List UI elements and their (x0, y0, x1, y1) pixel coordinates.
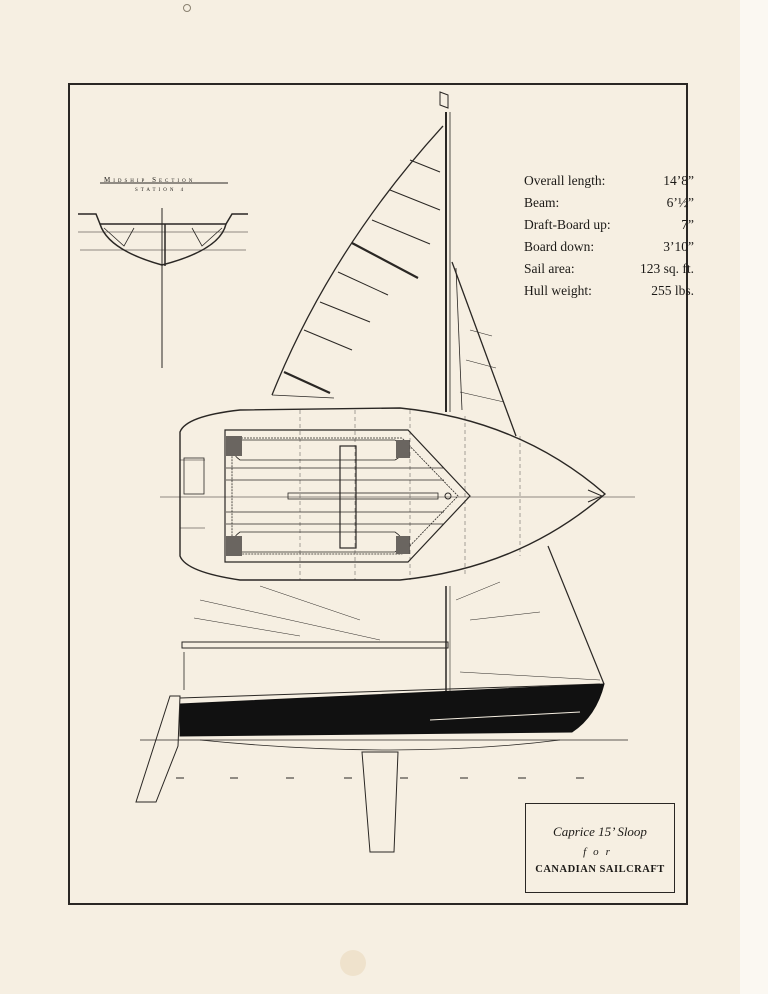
deck-plan-drawing (160, 408, 635, 580)
midship-section-subtitle: STATION 4 (135, 188, 187, 193)
title-for: for (583, 846, 617, 858)
title-boat-name: Caprice 15’ Sloop (553, 824, 647, 839)
spec-label: Draft-Board up: (524, 217, 611, 232)
spec-value: 123 sq. ft. (640, 261, 694, 276)
spec-value: 14’8” (663, 173, 694, 188)
sail-plan-drawing (272, 92, 516, 436)
spec-row (524, 170, 694, 192)
title-block (525, 803, 675, 893)
title-company: CANADIAN SAILCRAFT (535, 864, 665, 875)
spec-row (524, 236, 694, 258)
spec-label: Hull weight: (524, 283, 592, 298)
spec-value: 7” (681, 217, 694, 232)
spec-value: 255 lbs. (651, 283, 694, 298)
spec-value: 6’½” (666, 195, 694, 210)
spec-row (524, 258, 694, 280)
spec-label: Overall length: (524, 173, 606, 188)
midship-section-drawing (78, 183, 248, 368)
spec-row (524, 192, 694, 214)
spec-value: 3’10” (663, 239, 694, 254)
midship-section-title: Midship Section (104, 176, 196, 184)
spec-row (524, 280, 694, 302)
spec-row (524, 214, 694, 236)
spec-label: Sail area: (524, 261, 575, 276)
spec-label: Board down: (524, 239, 595, 254)
spec-label: Beam: (524, 195, 560, 210)
specifications-table (524, 170, 694, 302)
